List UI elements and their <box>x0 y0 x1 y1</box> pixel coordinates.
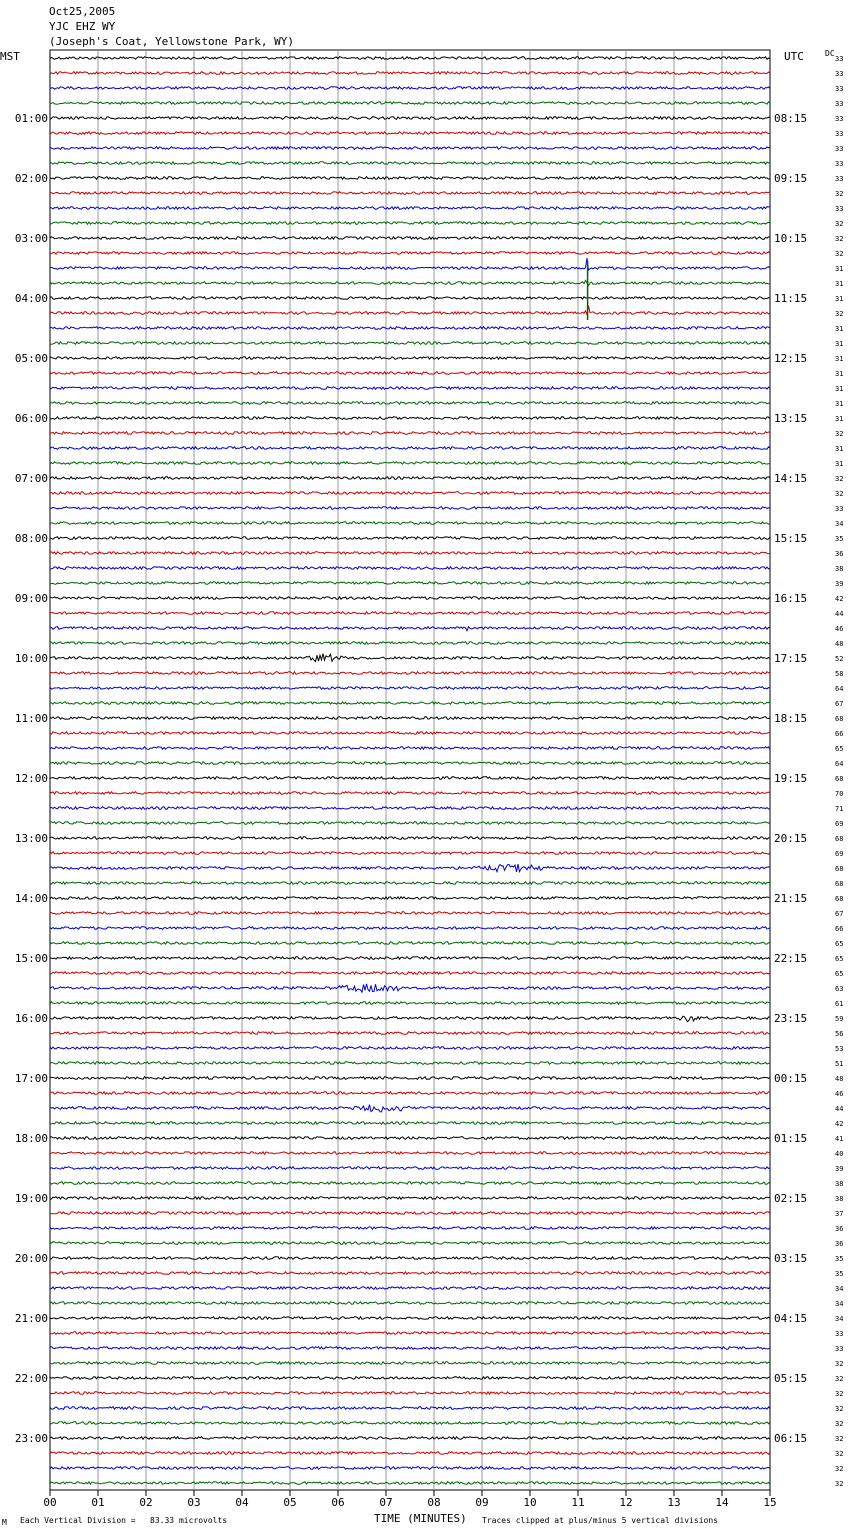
utc-hour-label: 20:15 <box>774 832 808 845</box>
x-tick-label: 10 <box>523 1496 537 1509</box>
seismic-trace <box>50 297 770 300</box>
dc-offset-label: 32 <box>835 1390 844 1398</box>
mst-hour-label: 14:00 <box>14 892 48 905</box>
x-tick-label: 15 <box>763 1496 777 1509</box>
seismic-trace <box>50 447 770 450</box>
seismic-trace <box>50 1197 770 1200</box>
seismic-trace <box>50 762 770 765</box>
seismic-trace <box>50 1242 770 1245</box>
mst-hour-label: 04:00 <box>14 292 48 305</box>
dc-offset-label: 31 <box>835 325 844 333</box>
left-axis-title: MST <box>0 50 20 63</box>
seismic-trace <box>50 87 770 90</box>
x-tick-label: 05 <box>283 1496 297 1509</box>
dc-offset-label: 68 <box>835 835 844 843</box>
dc-offset-label: 33 <box>835 1330 844 1338</box>
mst-hour-label: 22:00 <box>14 1372 48 1385</box>
dc-offset-label: 35 <box>835 535 844 543</box>
utc-hour-label: 14:15 <box>774 472 808 485</box>
seismic-trace <box>50 372 770 375</box>
seismic-trace <box>50 837 770 840</box>
dc-offset-label: 64 <box>835 760 844 768</box>
seismic-trace <box>50 627 770 631</box>
dc-offset-label: 67 <box>835 700 844 708</box>
seismic-trace <box>50 1212 770 1215</box>
x-tick-label: 08 <box>427 1496 441 1509</box>
seismic-trace <box>50 237 770 240</box>
dc-offset-label: 40 <box>835 1150 844 1158</box>
dc-title: DC <box>825 49 835 58</box>
mst-hour-label: 07:00 <box>14 472 48 485</box>
mst-hour-label: 19:00 <box>14 1192 48 1205</box>
seismic-trace <box>50 462 770 465</box>
seismic-trace <box>50 477 770 480</box>
dc-offset-label: 66 <box>835 730 844 738</box>
dc-offset-label: 59 <box>835 1015 844 1023</box>
utc-hour-label: 19:15 <box>774 772 808 785</box>
dc-offset-label: 31 <box>835 400 844 408</box>
seismic-trace <box>50 1182 770 1185</box>
dc-offset-label: 63 <box>835 985 844 993</box>
dc-offset-label: 35 <box>835 1255 844 1263</box>
seismic-trace <box>50 1422 770 1425</box>
utc-hour-label: 02:15 <box>774 1192 808 1205</box>
dc-offset-label: 64 <box>835 685 844 693</box>
dc-offset-label: 31 <box>835 295 844 303</box>
seismic-trace <box>50 1105 770 1112</box>
dc-offset-label: 46 <box>835 1090 844 1098</box>
dc-offset-label: 33 <box>835 505 844 513</box>
dc-offset-label: 34 <box>835 1315 844 1323</box>
utc-hour-label: 05:15 <box>774 1372 808 1385</box>
scale-note: Each Vertical Division = 83.33 microvolts <box>20 1516 228 1525</box>
dc-offset-label: 32 <box>835 190 844 198</box>
dc-offset-label: 71 <box>835 805 844 813</box>
mst-hour-label: 03:00 <box>14 232 48 245</box>
seismic-trace <box>50 177 770 180</box>
seismic-trace <box>50 942 770 945</box>
dc-offset-label: 33 <box>835 55 844 63</box>
dc-offset-label: 32 <box>835 1420 844 1428</box>
seismic-trace <box>50 1227 770 1230</box>
dc-offset-label: 39 <box>835 1165 844 1173</box>
seismic-trace <box>50 1482 770 1485</box>
dc-offset-label: 37 <box>835 1210 844 1218</box>
utc-hour-label: 08:15 <box>774 112 808 125</box>
seismic-trace <box>50 1032 770 1035</box>
dc-offset-label: 31 <box>835 445 844 453</box>
dc-offset-label: 53 <box>835 1045 844 1053</box>
seismic-trace <box>50 717 770 720</box>
seismic-trace <box>50 984 770 992</box>
dc-offset-label: 34 <box>835 1300 844 1308</box>
seismic-trace <box>50 1257 770 1260</box>
seismic-trace <box>50 162 770 165</box>
seismic-trace <box>50 280 770 285</box>
plot-date: Oct25,2005 <box>49 5 116 18</box>
seismic-trace <box>50 612 770 615</box>
x-tick-label: 02 <box>139 1496 153 1509</box>
dc-offset-label: 32 <box>835 475 844 483</box>
seismic-trace <box>50 402 770 405</box>
utc-hour-label: 09:15 <box>774 172 808 185</box>
dc-offset-label: 32 <box>835 1465 844 1473</box>
dc-offset-label: 32 <box>835 310 844 318</box>
dc-offset-label: 31 <box>835 265 844 273</box>
dc-offset-label: 70 <box>835 790 844 798</box>
dc-offset-label: 52 <box>835 655 844 663</box>
dc-offset-label: 35 <box>835 1270 844 1278</box>
utc-hour-label: 00:15 <box>774 1072 808 1085</box>
mst-hour-label: 12:00 <box>14 772 48 785</box>
seismic-trace <box>50 1392 770 1395</box>
dc-offset-label: 32 <box>835 220 844 228</box>
dc-offset-label: 32 <box>835 250 844 258</box>
mst-hour-label: 05:00 <box>14 352 48 365</box>
dc-offset-label: 33 <box>835 145 844 153</box>
x-tick-label: 00 <box>43 1496 57 1509</box>
dc-offset-label: 68 <box>835 865 844 873</box>
dc-offset-label: 33 <box>835 1345 844 1353</box>
seismic-trace <box>50 687 770 690</box>
dc-offset-label: 32 <box>835 1480 844 1488</box>
dc-offset-label: 33 <box>835 160 844 168</box>
seismic-trace <box>50 597 770 600</box>
dc-offset-label: 42 <box>835 595 844 603</box>
utc-hour-label: 03:15 <box>774 1252 808 1265</box>
seismic-trace <box>50 807 770 810</box>
dc-offset-label: 33 <box>835 115 844 123</box>
seismic-trace <box>50 864 770 872</box>
utc-hour-label: 22:15 <box>774 952 808 965</box>
dc-offset-label: 65 <box>835 940 844 948</box>
seismic-trace <box>50 117 770 120</box>
seismic-trace <box>50 792 770 795</box>
dc-offset-label: 33 <box>835 205 844 213</box>
dc-offset-label: 58 <box>835 670 844 678</box>
dc-offset-label: 66 <box>835 925 844 933</box>
dc-offset-label: 44 <box>835 610 844 618</box>
seismic-trace <box>50 957 770 960</box>
utc-hour-label: 11:15 <box>774 292 808 305</box>
dc-offset-label: 44 <box>835 1105 844 1113</box>
seismic-trace <box>50 702 770 705</box>
dc-offset-label: 32 <box>835 1375 844 1383</box>
dc-offset-label: 32 <box>835 235 844 243</box>
seismic-trace <box>50 1137 770 1140</box>
seismic-trace <box>50 258 770 270</box>
seismic-trace <box>50 1047 770 1050</box>
utc-hour-label: 16:15 <box>774 592 808 605</box>
x-tick-label: 14 <box>715 1496 729 1509</box>
x-tick-label: 01 <box>91 1496 105 1509</box>
dc-offset-label: 31 <box>835 460 844 468</box>
seismic-trace <box>50 432 770 435</box>
utc-hour-label: 13:15 <box>774 412 808 425</box>
x-tick-label: 07 <box>379 1496 393 1509</box>
seismic-trace <box>50 1437 770 1440</box>
dc-offset-label: 69 <box>835 850 844 858</box>
dc-offset-label: 36 <box>835 550 844 558</box>
mst-hour-label: 08:00 <box>14 532 48 545</box>
utc-hour-label: 06:15 <box>774 1432 808 1445</box>
seismic-trace <box>50 207 770 210</box>
seismic-trace <box>50 1016 770 1022</box>
utc-hour-label: 12:15 <box>774 352 808 365</box>
x-tick-label: 11 <box>571 1496 585 1509</box>
seismic-trace <box>50 654 770 662</box>
mst-hour-label: 01:00 <box>14 112 48 125</box>
dc-offset-label: 65 <box>835 745 844 753</box>
dc-offset-label: 38 <box>835 565 844 573</box>
dc-offset-label: 33 <box>835 130 844 138</box>
seismic-trace <box>50 147 770 150</box>
dc-offset-label: 65 <box>835 955 844 963</box>
mst-hour-label: 17:00 <box>14 1072 48 1085</box>
dc-offset-label: 32 <box>835 1435 844 1443</box>
seismic-trace <box>50 1062 770 1065</box>
seismic-trace <box>50 582 770 585</box>
seismic-trace <box>50 1092 770 1095</box>
dc-offset-label: 61 <box>835 1000 844 1008</box>
seismic-trace <box>50 672 770 675</box>
dc-offset-label: 51 <box>835 1060 844 1068</box>
clip-note: Traces clipped at plus/minus 5 vertical divisions <box>482 1516 719 1525</box>
seismic-trace <box>50 972 770 975</box>
seismic-trace <box>50 1332 770 1335</box>
seismic-trace <box>50 642 770 645</box>
seismic-trace <box>50 927 770 930</box>
station-location: (Joseph's Coat, Yellowstone Park, WY) <box>49 35 295 48</box>
utc-hour-label: 15:15 <box>774 532 808 545</box>
dc-offset-label: 39 <box>835 580 844 588</box>
dc-offset-label: 36 <box>835 1225 844 1233</box>
dc-offset-label: 68 <box>835 715 844 723</box>
seismic-trace <box>50 1317 770 1320</box>
seismic-trace <box>50 252 770 255</box>
x-axis-title: TIME (MINUTES) <box>374 1512 467 1525</box>
mst-hour-label: 11:00 <box>14 712 48 725</box>
mst-hour-label: 21:00 <box>14 1312 48 1325</box>
dc-offset-label: 31 <box>835 415 844 423</box>
seismic-trace <box>50 132 770 135</box>
seismic-trace <box>50 1347 770 1350</box>
seismic-trace <box>50 492 770 495</box>
dc-offset-label: 31 <box>835 280 844 288</box>
seismic-trace <box>50 1287 770 1290</box>
mst-hour-label: 06:00 <box>14 412 48 425</box>
mst-hour-label: 13:00 <box>14 832 48 845</box>
dc-offset-label: 31 <box>835 340 844 348</box>
seismic-trace <box>50 507 770 510</box>
mst-hour-label: 18:00 <box>14 1132 48 1145</box>
seismic-trace <box>50 306 770 315</box>
dc-offset-label: 56 <box>835 1030 844 1038</box>
dc-offset-label: 38 <box>835 1180 844 1188</box>
seismic-trace <box>50 387 770 390</box>
dc-offset-label: 38 <box>835 1195 844 1203</box>
dc-offset-label: 31 <box>835 355 844 363</box>
mst-hour-label: 20:00 <box>14 1252 48 1265</box>
dc-offset-label: 48 <box>835 1075 844 1083</box>
seismic-trace <box>50 732 770 735</box>
x-tick-label: 12 <box>619 1496 633 1509</box>
utc-hour-label: 18:15 <box>774 712 808 725</box>
dc-offset-label: 34 <box>835 520 844 528</box>
seismic-trace <box>50 1167 770 1170</box>
seismic-trace <box>50 1122 770 1125</box>
seismic-trace <box>50 522 770 525</box>
mst-hour-label: 02:00 <box>14 172 48 185</box>
utc-hour-label: 10:15 <box>774 232 808 245</box>
station-code: YJC EHZ WY <box>49 20 116 33</box>
mst-hour-label: 15:00 <box>14 952 48 965</box>
seismic-trace <box>50 1152 770 1155</box>
x-tick-label: 06 <box>331 1496 345 1509</box>
x-tick-label: 13 <box>667 1496 681 1509</box>
dc-offset-label: 33 <box>835 70 844 78</box>
dc-offset-label: 31 <box>835 385 844 393</box>
dc-offset-label: 32 <box>835 1450 844 1458</box>
utc-hour-label: 17:15 <box>774 652 808 665</box>
seismic-trace <box>50 897 770 900</box>
mst-hour-label: 09:00 <box>14 592 48 605</box>
seismic-trace <box>50 57 770 60</box>
dc-offset-label: 32 <box>835 1360 844 1368</box>
seismic-trace <box>50 72 770 75</box>
dc-offset-label: 48 <box>835 640 844 648</box>
seismic-trace <box>50 822 770 825</box>
dc-offset-label: 68 <box>835 895 844 903</box>
dc-offset-label: 31 <box>835 370 844 378</box>
dc-offset-label: 68 <box>835 775 844 783</box>
seismic-trace <box>50 567 770 570</box>
seismic-trace <box>50 1407 770 1410</box>
seismic-trace <box>50 882 770 885</box>
corner-mark: M <box>2 1518 7 1527</box>
seismic-trace <box>50 417 770 420</box>
seismic-trace <box>50 192 770 195</box>
dc-offset-label: 67 <box>835 910 844 918</box>
dc-offset-label: 33 <box>835 175 844 183</box>
x-tick-label: 09 <box>475 1496 489 1509</box>
mst-hour-label: 10:00 <box>14 652 48 665</box>
seismic-trace <box>50 342 770 345</box>
seismic-trace <box>50 537 770 540</box>
seismic-trace <box>50 1362 770 1365</box>
seismic-trace <box>50 1452 770 1455</box>
dc-offset-label: 41 <box>835 1135 844 1143</box>
seismic-trace <box>50 1272 770 1275</box>
seismic-trace <box>50 777 770 780</box>
dc-offset-label: 33 <box>835 85 844 93</box>
dc-offset-label: 69 <box>835 820 844 828</box>
seismic-trace <box>50 1377 770 1380</box>
seismic-trace <box>50 327 770 330</box>
seismic-trace <box>50 552 770 555</box>
dc-offset-label: 32 <box>835 1405 844 1413</box>
seismic-trace <box>50 852 770 855</box>
seismic-trace <box>50 1077 770 1080</box>
dc-offset-label: 32 <box>835 490 844 498</box>
mst-hour-label: 16:00 <box>14 1012 48 1025</box>
dc-offset-label: 36 <box>835 1240 844 1248</box>
dc-offset-label: 33 <box>835 100 844 108</box>
x-tick-label: 04 <box>235 1496 249 1509</box>
dc-offset-label: 46 <box>835 625 844 633</box>
utc-hour-label: 23:15 <box>774 1012 808 1025</box>
seismic-trace <box>50 102 770 105</box>
seismic-trace <box>50 747 770 750</box>
right-axis-title: UTC <box>784 50 804 63</box>
utc-hour-label: 21:15 <box>774 892 808 905</box>
dc-offset-label: 65 <box>835 970 844 978</box>
dc-offset-label: 34 <box>835 1285 844 1293</box>
seismic-trace <box>50 222 770 225</box>
x-tick-label: 03 <box>187 1496 201 1509</box>
seismic-trace <box>50 1002 770 1005</box>
utc-hour-label: 04:15 <box>774 1312 808 1325</box>
dc-offset-label: 42 <box>835 1120 844 1128</box>
mst-hour-label: 23:00 <box>14 1432 48 1445</box>
dc-offset-label: 32 <box>835 430 844 438</box>
seismic-trace <box>50 1302 770 1305</box>
seismic-trace <box>50 357 770 360</box>
dc-offset-label: 68 <box>835 880 844 888</box>
seismic-trace <box>50 1467 770 1470</box>
utc-hour-label: 01:15 <box>774 1132 808 1145</box>
seismic-trace <box>50 912 770 915</box>
